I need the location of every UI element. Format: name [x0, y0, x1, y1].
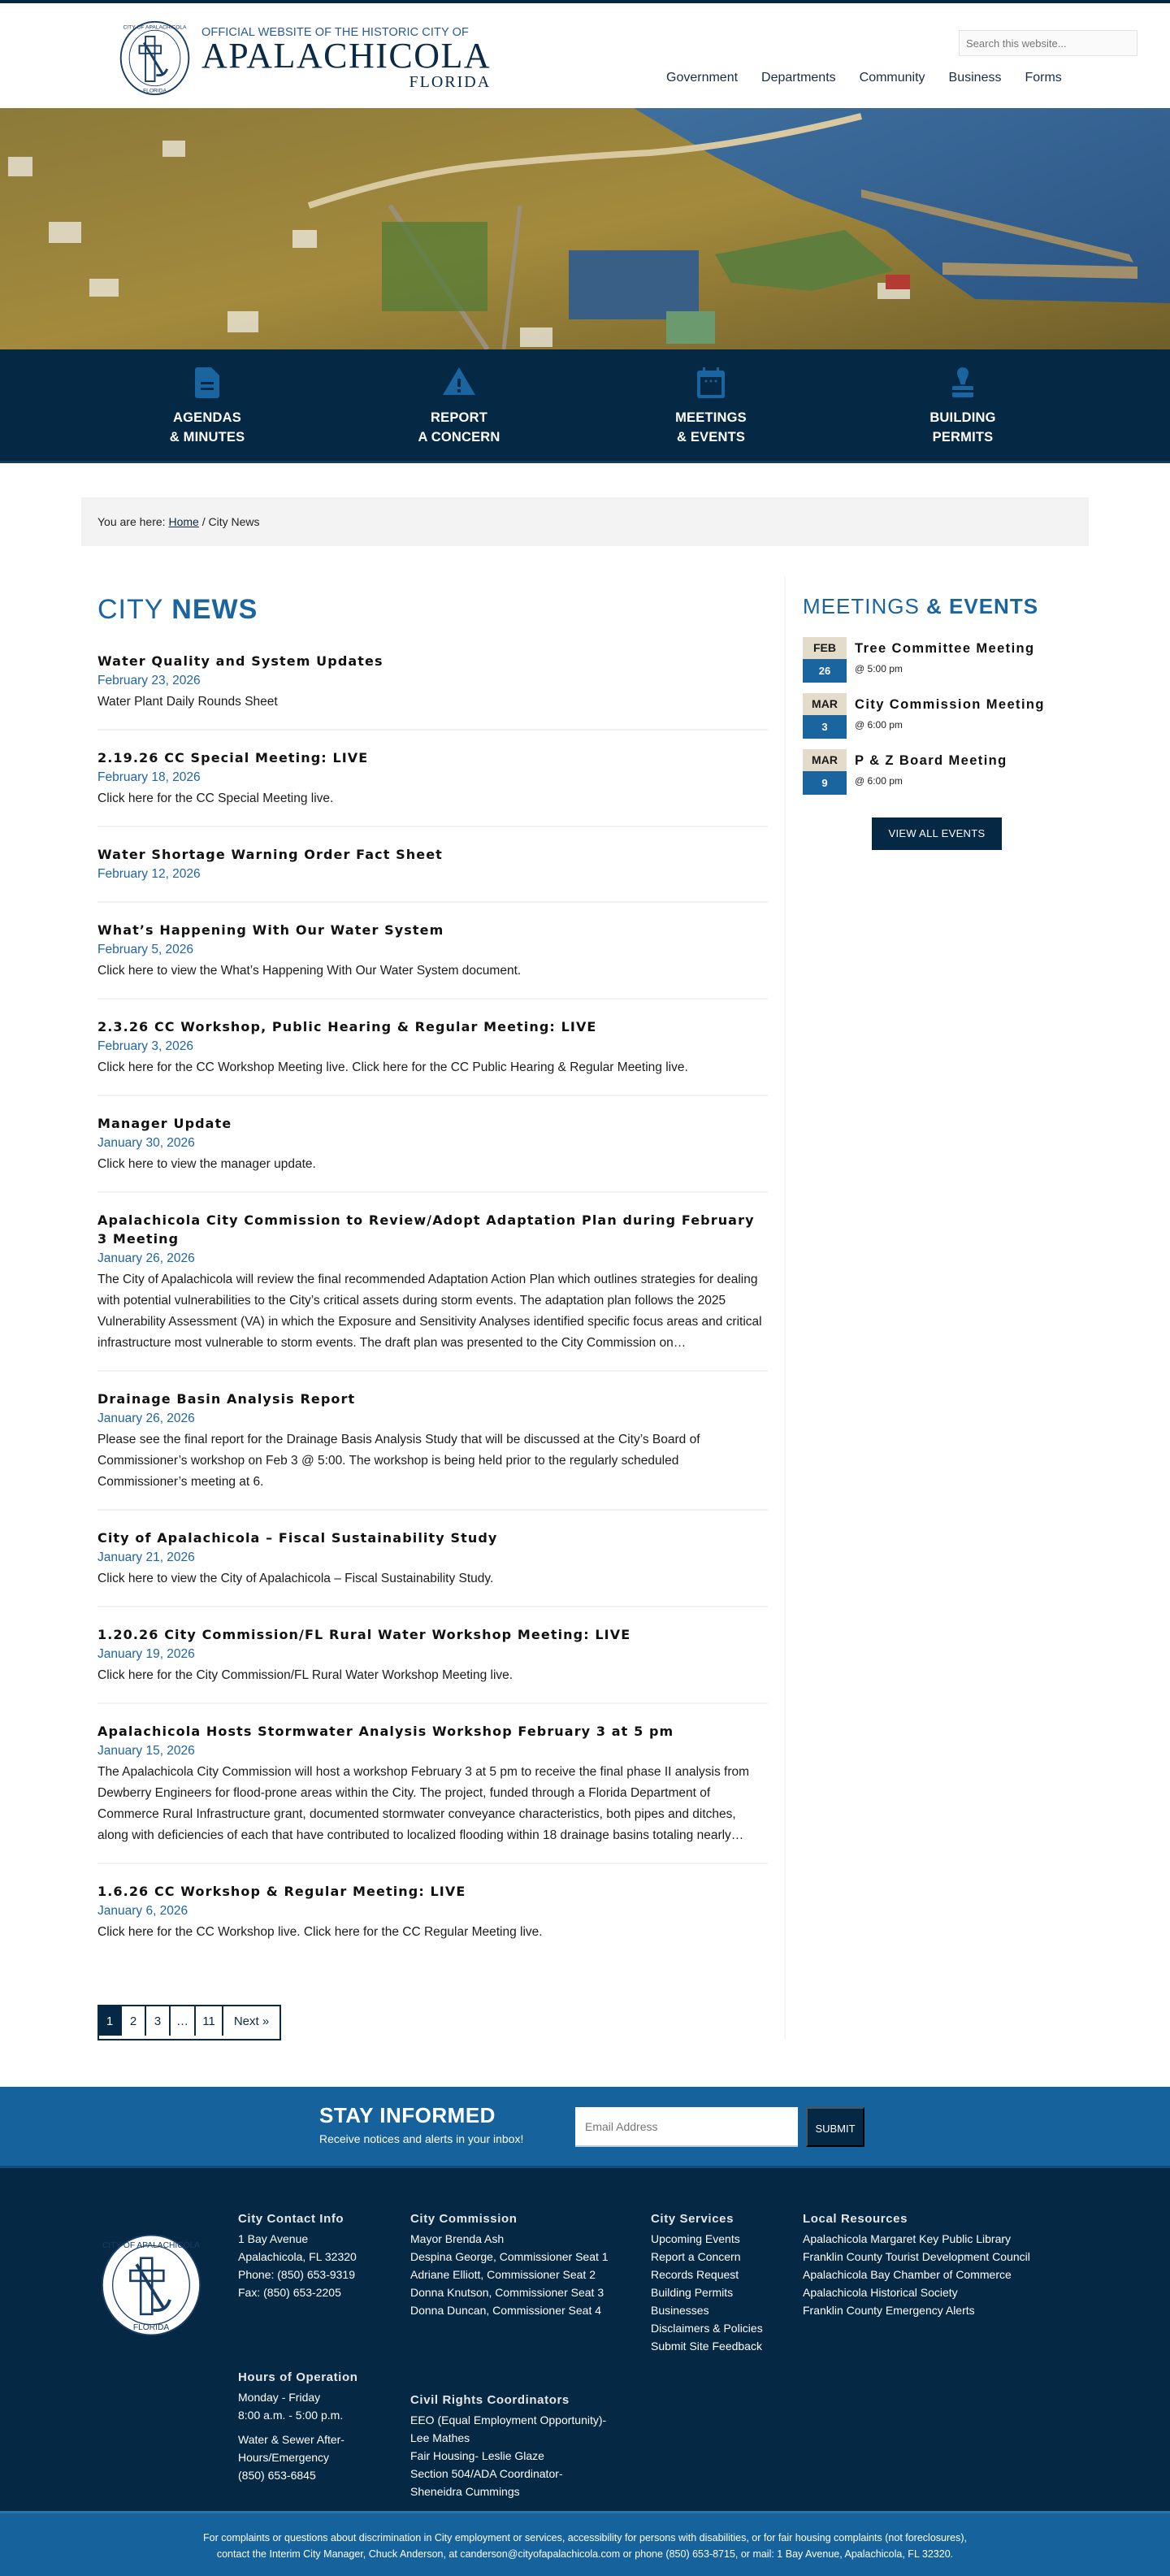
post-date: February 23, 2026 — [98, 674, 201, 687]
page-11-link[interactable]: 11 — [196, 2006, 223, 2036]
warning-icon — [443, 367, 475, 398]
event-item[interactable] — [803, 749, 1071, 795]
quick-links-bar — [0, 349, 1170, 463]
post-excerpt[interactable]: Click here to view the manager update. — [98, 1157, 316, 1171]
event-item[interactable] — [803, 693, 1071, 739]
nav-item-government[interactable]: Government — [666, 71, 739, 85]
address-line: 1 Bay Avenue — [238, 2232, 309, 2245]
footer-heading: City Services — [651, 2212, 734, 2226]
quick-link-meetings-events[interactable] — [630, 367, 792, 447]
site-logo[interactable] — [116, 20, 491, 97]
post-title-link[interactable]: 2.3.26 CC Workshop, Public Hearing & Regular Meeting: LIVE — [98, 1019, 597, 1034]
newsletter-signup — [0, 2087, 1170, 2168]
news-post — [98, 740, 768, 827]
event-day: 3 — [803, 715, 847, 739]
event-item[interactable] — [803, 637, 1071, 683]
post-date: January 26, 2026 — [98, 1251, 195, 1265]
post-title-link[interactable]: 2.19.26 CC Special Meeting: LIVE — [98, 750, 369, 765]
emergency-phone[interactable]: (850) 653-6845 — [238, 2469, 316, 2482]
post-date: January 19, 2026 — [98, 1647, 195, 1661]
post-title-link[interactable]: Water Shortage Warning Order Fact Sheet — [98, 847, 443, 862]
event-month: MAR — [803, 749, 847, 771]
news-post — [98, 1381, 768, 1511]
post-excerpt[interactable]: Click here for the CC Special Meeting live. — [98, 791, 334, 805]
breadcrumb-home-link[interactable]: Home — [168, 515, 199, 528]
nav-item-business[interactable]: Business — [948, 71, 1002, 85]
emergency-label: Hours/Emergency — [238, 2451, 330, 2464]
footer-link-historical-society[interactable]: Apalachicola Historical Society — [803, 2286, 958, 2299]
event-month: FEB — [803, 637, 847, 659]
post-excerpt: The Apalachicola City Commission will host a workshop February 3 at 5 pm to receive the final phase II analysis from Dewberry Engineers for flood-prone areas within the City. The project, funded through a Florida Department of Commerce Rural Infrastructure grant, documented stormwater conveyance characteristics, both pipes and ditches, along with deficiencies of each that have contributed to localized flooding within 18 drainage basins totaling nearly… — [98, 1765, 750, 1842]
footer-link-building-permits[interactable]: Building Permits — [651, 2286, 734, 2299]
commission-member: Mayor Brenda Ash — [410, 2232, 505, 2245]
quick-link-line2: & EVENTS — [676, 430, 746, 445]
post-title-link[interactable]: What’s Happening With Our Water System — [98, 922, 444, 938]
footer-heading: City Commission — [410, 2212, 518, 2226]
footer-link-upcoming-events[interactable]: Upcoming Events — [651, 2232, 740, 2245]
footer-link-emergency-alerts[interactable]: Franklin County Emergency Alerts — [803, 2304, 975, 2317]
post-title-link[interactable]: City of Apalachicola – Fiscal Sustainability Study — [98, 1530, 498, 1546]
event-time: @ 5:00 pm — [855, 663, 903, 674]
post-date: February 18, 2026 — [98, 770, 201, 784]
footer-link-report-concern[interactable]: Report a Concern — [651, 2250, 741, 2263]
svg-text:FLORIDA: FLORIDA — [132, 2323, 170, 2333]
footer-hours — [238, 2369, 358, 2484]
event-time: @ 6:00 pm — [855, 719, 903, 731]
pagination — [98, 2005, 281, 2040]
post-title-link[interactable]: Drainage Basin Analysis Report — [98, 1391, 356, 1407]
footer-link-businesses[interactable]: Businesses — [651, 2304, 709, 2317]
page-title: CITY NEWS — [98, 594, 258, 625]
footer-heading: Hours of Operation — [238, 2370, 358, 2384]
commission-member: Adriane Elliott, Commissioner Seat 2 — [410, 2268, 596, 2281]
post-date: January 6, 2026 — [98, 1904, 188, 1918]
news-post — [98, 1617, 768, 1704]
post-date: January 15, 2026 — [98, 1744, 195, 1758]
footer-link-chamber[interactable]: Apalachicola Bay Chamber of Commerce — [803, 2268, 1012, 2281]
calendar-date-badge — [803, 749, 847, 795]
logo-city-name: APALACHICOLA — [202, 35, 492, 76]
breadcrumb-prefix: You are here: — [98, 515, 169, 528]
news-post — [98, 1520, 768, 1607]
page-ellipsis: … — [171, 2006, 196, 2036]
post-excerpt[interactable]: Water Plant Daily Rounds Sheet — [98, 695, 278, 709]
view-all-events-button[interactable]: VIEW ALL EVENTS — [872, 817, 1002, 850]
column-divider — [784, 577, 786, 2040]
news-post — [98, 644, 768, 731]
post-title-link[interactable]: Water Quality and System Updates — [98, 653, 384, 669]
footer-link-records-request[interactable]: Records Request — [651, 2268, 739, 2281]
main-nav — [666, 71, 1062, 85]
footer-commission — [410, 2210, 609, 2319]
svg-text:FLORIDA: FLORIDA — [143, 88, 167, 94]
post-title-link[interactable]: Apalachicola City Commission to Review/Adopt Adaptation Plan during February 3 Meeting — [98, 1212, 755, 1247]
quick-link-line2: & MINUTES — [169, 430, 245, 445]
news-post — [98, 1714, 768, 1864]
post-date: February 5, 2026 — [98, 943, 194, 956]
newsletter-title: STAY INFORMED — [319, 2103, 496, 2127]
footer-heading: City Contact Info — [238, 2212, 344, 2226]
commission-member: Donna Duncan, Commissioner Seat 4 — [410, 2304, 602, 2317]
post-excerpt: The City of Apalachicola will review the final recommended Adaptation Action Plan which outlines strategies for dealing with potential vulnerabilities to the City’s critical assets during storm events. The adaptation plan follows the 2025 Vulnerability Assessment (VA) in which the Exposure and Sensitivity Analyses identified specific focus areas and critical infrastructure most vulnerable to storm events. The draft plan was presented to the City Commission on… — [98, 1273, 762, 1350]
notice-line: For complaints or questions about discrimination in City employment or services, accessibility for persons with disabilities, or for fair housing complaints (not foreclosures), — [203, 2532, 967, 2543]
post-title-link[interactable]: 1.6.26 CC Workshop & Regular Meeting: LIVE — [98, 1884, 466, 1899]
footer-resources — [803, 2210, 1030, 2319]
city-seal-icon — [99, 2233, 203, 2337]
news-post — [98, 1874, 768, 1959]
email-field[interactable] — [575, 2107, 798, 2147]
breadcrumb-current: City News — [208, 515, 260, 528]
sidebar-title: MEETINGS & EVENTS — [803, 594, 1039, 618]
footer-link-disclaimers[interactable]: Disclaimers & Policies — [651, 2322, 763, 2335]
stamp-icon — [951, 367, 975, 398]
footer-link-site-feedback[interactable]: Submit Site Feedback — [651, 2340, 762, 2353]
post-date: February 12, 2026 — [98, 867, 201, 881]
event-title-link[interactable]: City Commission Meeting — [855, 697, 1045, 712]
site-footer — [0, 2168, 1170, 2511]
footer-heading: Local Resources — [803, 2212, 908, 2226]
submit-button[interactable]: SUBMIT — [806, 2107, 864, 2147]
quick-link-line1: AGENDAS — [173, 410, 241, 425]
post-date: February 3, 2026 — [98, 1039, 194, 1053]
footer-services — [651, 2210, 763, 2355]
news-post — [98, 837, 768, 903]
commission-member: Donna Knutson, Commissioner Seat 3 — [410, 2286, 604, 2299]
svg-text:CITY OF APALACHICOLA: CITY OF APALACHICOLA — [102, 2240, 201, 2250]
quick-link-report-concern[interactable] — [378, 367, 540, 447]
civil-rights-line: EEO (Equal Employment Opportunity)- — [410, 2413, 607, 2426]
notice-line: contact the Interim City Manager, Chuck Anderson, at canderson@cityofapalachicola.com or phone (850) 653-8715, or mail: 1 Bay Avenue, Apalachicola, FL 32320. — [216, 2548, 954, 2560]
address-line: Apalachicola, FL 32320 — [238, 2250, 357, 2263]
nav-item-forms[interactable]: Forms — [1025, 71, 1062, 85]
hours-days: Monday - Friday — [238, 2391, 321, 2404]
page-2-link[interactable]: 2 — [122, 2006, 146, 2036]
civil-rights-line: Fair Housing- Leslie Glaze — [410, 2449, 544, 2462]
news-post — [98, 1106, 768, 1193]
events-sidebar — [803, 593, 1071, 850]
footer-civil-rights — [410, 2392, 606, 2500]
post-title-link[interactable]: Apalachicola Hosts Stormwater Analysis Workshop February 3 at 5 pm — [98, 1724, 674, 1739]
quick-link-line1: REPORT — [431, 410, 488, 425]
news-list — [98, 593, 768, 2040]
next-page-link[interactable]: Next » — [233, 2014, 270, 2028]
civil-rights-line: Section 504/ADA Coordinator- — [410, 2467, 563, 2480]
quick-link-line1: BUILDING — [930, 410, 996, 425]
event-title-link[interactable]: Tree Committee Meeting — [855, 641, 1035, 656]
search-input[interactable] — [959, 30, 1138, 56]
post-date: January 30, 2026 — [98, 1136, 195, 1150]
emergency-label: Water & Sewer After- — [238, 2433, 344, 2446]
post-title-link[interactable]: 1.20.26 City Commission/FL Rural Water Workshop Meeting: LIVE — [98, 1627, 631, 1642]
fax-number: Fax: (850) 653-2205 — [238, 2286, 341, 2299]
nondiscrimination-notice — [0, 2511, 1170, 2576]
calendar-date-badge — [803, 693, 847, 739]
quick-link-line2: A CONCERN — [418, 430, 500, 445]
logo-state-name: FLORIDA — [409, 72, 492, 91]
svg-text:CITY OF APALACHICOLA: CITY OF APALACHICOLA — [123, 24, 187, 31]
post-date: January 21, 2026 — [98, 1550, 195, 1564]
footer-link-library[interactable]: Apalachicola Margaret Key Public Library — [803, 2232, 1012, 2245]
post-excerpt[interactable]: Click here to view the City of Apalachicola – Fiscal Sustainability Study. — [98, 1572, 494, 1585]
post-excerpt[interactable]: Click here to view the What’s Happening With Our Water System document. — [98, 964, 522, 978]
event-title-link[interactable]: P & Z Board Meeting — [855, 753, 1008, 768]
city-seal-icon — [116, 20, 193, 97]
event-month: MAR — [803, 693, 847, 715]
nav-item-departments[interactable]: Departments — [761, 71, 836, 85]
phone-number[interactable]: Phone: (850) 653-9319 — [238, 2268, 355, 2281]
quick-link-agendas[interactable] — [126, 367, 288, 447]
event-day: 9 — [803, 771, 847, 795]
quick-link-line2: PERMITS — [932, 430, 994, 445]
post-excerpt[interactable]: Click here for the CC Workshop live. Click here for the CC Regular Meeting live. — [98, 1925, 543, 1939]
page-3-link[interactable]: 3 — [146, 2006, 171, 2036]
post-excerpt[interactable]: Click here for the City Commission/FL Rural Water Workshop Meeting live. — [98, 1668, 514, 1682]
hours-time: 8:00 a.m. - 5:00 p.m. — [238, 2409, 344, 2422]
logo-tagline: OFFICIAL WEBSITE OF THE HISTORIC CITY OF — [202, 25, 469, 39]
breadcrumb — [81, 497, 1089, 546]
post-title-link[interactable]: Manager Update — [98, 1116, 232, 1131]
footer-link-tourist-council[interactable]: Franklin County Tourist Development Council — [803, 2250, 1030, 2263]
page-1-link[interactable]: 1 — [99, 2006, 122, 2036]
hero-image — [0, 108, 1170, 349]
calendar-date-badge — [803, 637, 847, 683]
post-excerpt: Please see the final report for the Drainage Basis Analysis Study that will be discussed at the City’s Board of Commissioner’s workshop on Feb 3 @ 5:00. The workshop is being held prior to the regularly scheduled Commissioner’s meeting at 6. — [98, 1433, 700, 1489]
commission-member: Despina George, Commissioner Seat 1 — [410, 2250, 609, 2263]
quick-link-line1: MEETINGS — [675, 410, 747, 425]
news-post — [98, 1203, 768, 1372]
aerial-photo — [0, 108, 1170, 349]
newsletter-subtitle: Receive notices and alerts in your inbox! — [319, 2132, 524, 2145]
footer-contact — [238, 2210, 357, 2301]
calendar-icon — [697, 367, 725, 398]
nav-item-community[interactable]: Community — [859, 71, 925, 85]
document-icon — [195, 367, 219, 398]
site-header — [0, 3, 1170, 108]
breadcrumb-separator: / — [198, 515, 209, 528]
quick-link-building-permits[interactable] — [882, 367, 1044, 447]
post-excerpt[interactable]: Click here for the CC Workshop Meeting live. Click here for the CC Public Hearing & Regular Meeting live. — [98, 1060, 688, 1074]
news-post — [98, 1009, 768, 1096]
post-date: January 26, 2026 — [98, 1412, 195, 1425]
civil-rights-line: Sheneidra Cummings — [410, 2485, 520, 2498]
news-post — [98, 913, 768, 1000]
event-time: @ 6:00 pm — [855, 775, 903, 787]
civil-rights-line: Lee Mathes — [410, 2431, 470, 2444]
event-day: 26 — [803, 659, 847, 683]
footer-heading: Civil Rights Coordinators — [410, 2393, 570, 2407]
